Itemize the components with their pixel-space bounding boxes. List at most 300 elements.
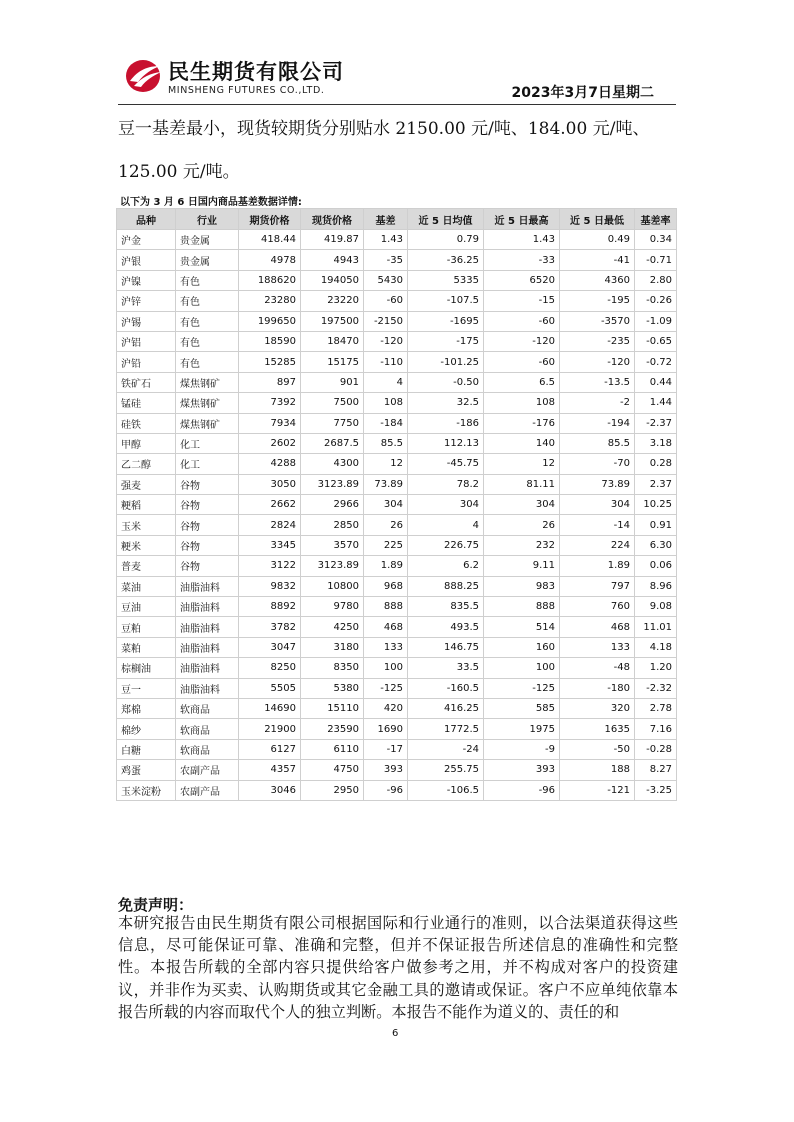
value-cell: 8350 bbox=[301, 658, 364, 678]
value-cell: -33 bbox=[484, 250, 560, 270]
company-logo bbox=[124, 56, 364, 100]
value-cell: -17 bbox=[364, 739, 408, 759]
table-row bbox=[117, 270, 677, 290]
value-cell: 23220 bbox=[301, 291, 364, 311]
value-cell: 3122 bbox=[239, 556, 301, 576]
table-row bbox=[117, 658, 677, 678]
value-cell: -235 bbox=[560, 331, 635, 351]
value-cell: -2 bbox=[560, 393, 635, 413]
value-cell: -41 bbox=[560, 250, 635, 270]
value-cell: 968 bbox=[364, 576, 408, 596]
value-cell: 146.75 bbox=[408, 637, 484, 657]
value-cell: -0.28 bbox=[635, 739, 677, 759]
column-header: 基差率 bbox=[635, 209, 677, 230]
value-cell: -45.75 bbox=[408, 454, 484, 474]
value-cell: -176 bbox=[484, 413, 560, 433]
value-cell: -2.37 bbox=[635, 413, 677, 433]
industry-cell: 油脂油料 bbox=[176, 597, 239, 617]
commodity-cell: 玉米 bbox=[117, 515, 176, 535]
value-cell: 304 bbox=[364, 495, 408, 515]
value-cell: -0.71 bbox=[635, 250, 677, 270]
value-cell: 4 bbox=[364, 372, 408, 392]
table-row bbox=[117, 250, 677, 270]
value-cell: 197500 bbox=[301, 311, 364, 331]
value-cell: 3570 bbox=[301, 535, 364, 555]
table-row bbox=[117, 719, 677, 739]
value-cell: 4288 bbox=[239, 454, 301, 474]
value-cell: 0.79 bbox=[408, 230, 484, 250]
value-cell: 3123.89 bbox=[301, 556, 364, 576]
table-row bbox=[117, 331, 677, 351]
value-cell: 73.89 bbox=[364, 474, 408, 494]
value-cell: 4978 bbox=[239, 250, 301, 270]
basis-data-table bbox=[116, 208, 677, 801]
commodity-cell: 铁矿石 bbox=[117, 372, 176, 392]
value-cell: 73.89 bbox=[560, 474, 635, 494]
value-cell: 2824 bbox=[239, 515, 301, 535]
value-cell: 81.11 bbox=[484, 474, 560, 494]
value-cell: -120 bbox=[484, 331, 560, 351]
table-row bbox=[117, 535, 677, 555]
value-cell: 0.06 bbox=[635, 556, 677, 576]
value-cell: 416.25 bbox=[408, 698, 484, 718]
value-cell: -1695 bbox=[408, 311, 484, 331]
industry-cell: 谷物 bbox=[176, 474, 239, 494]
value-cell: 1.89 bbox=[364, 556, 408, 576]
commodity-cell: 粳米 bbox=[117, 535, 176, 555]
value-cell: 2950 bbox=[301, 780, 364, 800]
value-cell: 133 bbox=[364, 637, 408, 657]
column-header: 近 5 日最低 bbox=[560, 209, 635, 230]
value-cell: 9780 bbox=[301, 597, 364, 617]
industry-cell: 农副产品 bbox=[176, 780, 239, 800]
disclaimer-title: 免责声明： bbox=[118, 896, 194, 914]
industry-cell: 油脂油料 bbox=[176, 678, 239, 698]
value-cell: 10.25 bbox=[635, 495, 677, 515]
commodity-cell: 沪铝 bbox=[117, 331, 176, 351]
value-cell: -125 bbox=[364, 678, 408, 698]
value-cell: 226.75 bbox=[408, 535, 484, 555]
value-cell: -36.25 bbox=[408, 250, 484, 270]
value-cell: 419.87 bbox=[301, 230, 364, 250]
value-cell: 9832 bbox=[239, 576, 301, 596]
table-row bbox=[117, 495, 677, 515]
table-row bbox=[117, 556, 677, 576]
value-cell: 100 bbox=[364, 658, 408, 678]
value-cell: 188620 bbox=[239, 270, 301, 290]
value-cell: 3345 bbox=[239, 535, 301, 555]
industry-cell: 谷物 bbox=[176, 556, 239, 576]
value-cell: 468 bbox=[560, 617, 635, 637]
value-cell: 8250 bbox=[239, 658, 301, 678]
value-cell: 255.75 bbox=[408, 760, 484, 780]
value-cell: 320 bbox=[560, 698, 635, 718]
table-row bbox=[117, 474, 677, 494]
value-cell: 11.01 bbox=[635, 617, 677, 637]
value-cell: 4943 bbox=[301, 250, 364, 270]
value-cell: 140 bbox=[484, 433, 560, 453]
table-row bbox=[117, 678, 677, 698]
value-cell: 901 bbox=[301, 372, 364, 392]
value-cell: 3047 bbox=[239, 637, 301, 657]
table-row bbox=[117, 515, 677, 535]
value-cell: 2.80 bbox=[635, 270, 677, 290]
value-cell: -160.5 bbox=[408, 678, 484, 698]
column-header: 近 5 日最高 bbox=[484, 209, 560, 230]
value-cell: 18590 bbox=[239, 331, 301, 351]
value-cell: 3180 bbox=[301, 637, 364, 657]
value-cell: -50 bbox=[560, 739, 635, 759]
commodity-cell: 硅铁 bbox=[117, 413, 176, 433]
value-cell: 4300 bbox=[301, 454, 364, 474]
value-cell: 12 bbox=[484, 454, 560, 474]
table-row bbox=[117, 372, 677, 392]
industry-cell: 谷物 bbox=[176, 495, 239, 515]
value-cell: -48 bbox=[560, 658, 635, 678]
value-cell: 4357 bbox=[239, 760, 301, 780]
value-cell: -121 bbox=[560, 780, 635, 800]
table-row bbox=[117, 230, 677, 250]
commodity-cell: 沪锡 bbox=[117, 311, 176, 331]
value-cell: -184 bbox=[364, 413, 408, 433]
value-cell: 3050 bbox=[239, 474, 301, 494]
report-date: 2023年3月7日星期二 bbox=[511, 85, 654, 101]
value-cell: -60 bbox=[364, 291, 408, 311]
industry-cell: 谷物 bbox=[176, 535, 239, 555]
value-cell: 2687.5 bbox=[301, 433, 364, 453]
disclaimer-body: 本研究报告由民生期货有限公司根据国际和行业通行的准则，以合法渠道获得这些信息，尽可能保证可靠、准确和完整，但并不保证报告所述信息的准确性和完整性。本报告所载的全部内容只提供给客户做参考之用，并不构成对客户的投资建议，并非作为买卖、认购期货或其它金融工具的邀请或保证。客户不应单纯依靠本报告所载的内容而取代个人的独立判断。本报告不能作为道义的、责任的和 bbox=[118, 914, 678, 1021]
value-cell: 0.34 bbox=[635, 230, 677, 250]
value-cell: -180 bbox=[560, 678, 635, 698]
value-cell: 4.18 bbox=[635, 637, 677, 657]
value-cell: 585 bbox=[484, 698, 560, 718]
value-cell: -9 bbox=[484, 739, 560, 759]
value-cell: -1.09 bbox=[635, 311, 677, 331]
value-cell: 7934 bbox=[239, 413, 301, 433]
commodity-cell: 甲醇 bbox=[117, 433, 176, 453]
value-cell: 224 bbox=[560, 535, 635, 555]
value-cell: 514 bbox=[484, 617, 560, 637]
value-cell: 3.18 bbox=[635, 433, 677, 453]
value-cell: 1.44 bbox=[635, 393, 677, 413]
value-cell: 888 bbox=[364, 597, 408, 617]
value-cell: 7392 bbox=[239, 393, 301, 413]
commodity-cell: 菜粕 bbox=[117, 637, 176, 657]
industry-cell: 软商品 bbox=[176, 739, 239, 759]
commodity-cell: 豆油 bbox=[117, 597, 176, 617]
value-cell: 835.5 bbox=[408, 597, 484, 617]
industry-cell: 油脂油料 bbox=[176, 658, 239, 678]
table-row bbox=[117, 617, 677, 637]
value-cell: 0.91 bbox=[635, 515, 677, 535]
minsheng-logo-icon bbox=[124, 58, 164, 94]
table-row bbox=[117, 311, 677, 331]
value-cell: 78.2 bbox=[408, 474, 484, 494]
value-cell: 304 bbox=[408, 495, 484, 515]
value-cell: 888.25 bbox=[408, 576, 484, 596]
value-cell: 7500 bbox=[301, 393, 364, 413]
value-cell: 6127 bbox=[239, 739, 301, 759]
value-cell: -110 bbox=[364, 352, 408, 372]
industry-cell: 谷物 bbox=[176, 515, 239, 535]
industry-cell: 煤焦钢矿 bbox=[176, 393, 239, 413]
commodity-cell: 棉纱 bbox=[117, 719, 176, 739]
value-cell: -101.25 bbox=[408, 352, 484, 372]
value-cell: 897 bbox=[239, 372, 301, 392]
value-cell: 8.27 bbox=[635, 760, 677, 780]
value-cell: 7.16 bbox=[635, 719, 677, 739]
value-cell: 26 bbox=[364, 515, 408, 535]
table-row bbox=[117, 454, 677, 474]
value-cell: -125 bbox=[484, 678, 560, 698]
table-row bbox=[117, 698, 677, 718]
value-cell: 1690 bbox=[364, 719, 408, 739]
value-cell: 1.43 bbox=[484, 230, 560, 250]
value-cell: 188 bbox=[560, 760, 635, 780]
value-cell: -70 bbox=[560, 454, 635, 474]
value-cell: 100 bbox=[484, 658, 560, 678]
table-row bbox=[117, 637, 677, 657]
value-cell: 6.5 bbox=[484, 372, 560, 392]
commodity-cell: 锰硅 bbox=[117, 393, 176, 413]
value-cell: 5505 bbox=[239, 678, 301, 698]
table-row bbox=[117, 352, 677, 372]
value-cell: 760 bbox=[560, 597, 635, 617]
commodity-cell: 沪镍 bbox=[117, 270, 176, 290]
value-cell: 0.49 bbox=[560, 230, 635, 250]
table-row bbox=[117, 291, 677, 311]
value-cell: 983 bbox=[484, 576, 560, 596]
value-cell: 199650 bbox=[239, 311, 301, 331]
value-cell: 23280 bbox=[239, 291, 301, 311]
value-cell: 0.28 bbox=[635, 454, 677, 474]
company-name-en: MINSHENG FUTURES CO.,LTD. bbox=[168, 85, 325, 96]
industry-cell: 化工 bbox=[176, 433, 239, 453]
industry-cell: 煤焦钢矿 bbox=[176, 372, 239, 392]
table-row bbox=[117, 760, 677, 780]
value-cell: -120 bbox=[560, 352, 635, 372]
industry-cell: 有色 bbox=[176, 331, 239, 351]
value-cell: 3046 bbox=[239, 780, 301, 800]
value-cell: 0.44 bbox=[635, 372, 677, 392]
value-cell: 304 bbox=[484, 495, 560, 515]
value-cell: -120 bbox=[364, 331, 408, 351]
value-cell: -60 bbox=[484, 352, 560, 372]
commodity-cell: 沪铅 bbox=[117, 352, 176, 372]
value-cell: 9.08 bbox=[635, 597, 677, 617]
value-cell: -0.65 bbox=[635, 331, 677, 351]
value-cell: 23590 bbox=[301, 719, 364, 739]
value-cell: 33.5 bbox=[408, 658, 484, 678]
value-cell: -13.5 bbox=[560, 372, 635, 392]
table-row bbox=[117, 433, 677, 453]
value-cell: -0.72 bbox=[635, 352, 677, 372]
commodity-cell: 棕榈油 bbox=[117, 658, 176, 678]
value-cell: -3570 bbox=[560, 311, 635, 331]
value-cell: 18470 bbox=[301, 331, 364, 351]
value-cell: 108 bbox=[484, 393, 560, 413]
value-cell: -106.5 bbox=[408, 780, 484, 800]
value-cell: -195 bbox=[560, 291, 635, 311]
value-cell: -2.32 bbox=[635, 678, 677, 698]
value-cell: -107.5 bbox=[408, 291, 484, 311]
value-cell: 4 bbox=[408, 515, 484, 535]
industry-cell: 油脂油料 bbox=[176, 637, 239, 657]
value-cell: 4750 bbox=[301, 760, 364, 780]
value-cell: 1.20 bbox=[635, 658, 677, 678]
value-cell: 6520 bbox=[484, 270, 560, 290]
value-cell: 5430 bbox=[364, 270, 408, 290]
value-cell: 85.5 bbox=[560, 433, 635, 453]
industry-cell: 有色 bbox=[176, 270, 239, 290]
value-cell: 2662 bbox=[239, 495, 301, 515]
summary-line-1: 豆一基差最小，现货较期货分别贴水 2150.00 元/吨、184.00 元/吨、 bbox=[118, 119, 650, 139]
value-cell: -0.26 bbox=[635, 291, 677, 311]
value-cell: -175 bbox=[408, 331, 484, 351]
value-cell: -24 bbox=[408, 739, 484, 759]
value-cell: 1975 bbox=[484, 719, 560, 739]
value-cell: 21900 bbox=[239, 719, 301, 739]
industry-cell: 有色 bbox=[176, 311, 239, 331]
commodity-cell: 沪银 bbox=[117, 250, 176, 270]
value-cell: -15 bbox=[484, 291, 560, 311]
value-cell: 6.2 bbox=[408, 556, 484, 576]
value-cell: 4250 bbox=[301, 617, 364, 637]
value-cell: 2.37 bbox=[635, 474, 677, 494]
industry-cell: 有色 bbox=[176, 352, 239, 372]
value-cell: 225 bbox=[364, 535, 408, 555]
table-row bbox=[117, 413, 677, 433]
industry-cell: 油脂油料 bbox=[176, 617, 239, 637]
commodity-cell: 普麦 bbox=[117, 556, 176, 576]
value-cell: 5335 bbox=[408, 270, 484, 290]
value-cell: -3.25 bbox=[635, 780, 677, 800]
value-cell: 6.30 bbox=[635, 535, 677, 555]
value-cell: 8892 bbox=[239, 597, 301, 617]
value-cell: 2966 bbox=[301, 495, 364, 515]
value-cell: 418.44 bbox=[239, 230, 301, 250]
commodity-cell: 粳稻 bbox=[117, 495, 176, 515]
value-cell: 112.13 bbox=[408, 433, 484, 453]
commodity-cell: 玉米淀粉 bbox=[117, 780, 176, 800]
industry-cell: 软商品 bbox=[176, 719, 239, 739]
value-cell: 797 bbox=[560, 576, 635, 596]
table-body bbox=[117, 230, 677, 801]
value-cell: 493.5 bbox=[408, 617, 484, 637]
industry-cell: 有色 bbox=[176, 291, 239, 311]
value-cell: -60 bbox=[484, 311, 560, 331]
commodity-cell: 沪金 bbox=[117, 230, 176, 250]
value-cell: 4360 bbox=[560, 270, 635, 290]
value-cell: 420 bbox=[364, 698, 408, 718]
column-header: 现货价格 bbox=[301, 209, 364, 230]
value-cell: 1772.5 bbox=[408, 719, 484, 739]
value-cell: 85.5 bbox=[364, 433, 408, 453]
value-cell: 32.5 bbox=[408, 393, 484, 413]
column-header: 近 5 日均值 bbox=[408, 209, 484, 230]
value-cell: -14 bbox=[560, 515, 635, 535]
value-cell: 9.11 bbox=[484, 556, 560, 576]
value-cell: 1.89 bbox=[560, 556, 635, 576]
value-cell: 468 bbox=[364, 617, 408, 637]
value-cell: 2.78 bbox=[635, 698, 677, 718]
value-cell: -96 bbox=[364, 780, 408, 800]
value-cell: 1.43 bbox=[364, 230, 408, 250]
value-cell: 888 bbox=[484, 597, 560, 617]
table-row bbox=[117, 393, 677, 413]
value-cell: 108 bbox=[364, 393, 408, 413]
value-cell: 194050 bbox=[301, 270, 364, 290]
value-cell: 232 bbox=[484, 535, 560, 555]
value-cell: 26 bbox=[484, 515, 560, 535]
commodity-cell: 豆粕 bbox=[117, 617, 176, 637]
value-cell: 2602 bbox=[239, 433, 301, 453]
company-name-cn: 民生期货有限公司 bbox=[168, 60, 344, 84]
value-cell: 133 bbox=[560, 637, 635, 657]
value-cell: 14690 bbox=[239, 698, 301, 718]
industry-cell: 贵金属 bbox=[176, 230, 239, 250]
commodity-cell: 乙二醇 bbox=[117, 454, 176, 474]
table-header-row bbox=[117, 209, 677, 230]
table-row bbox=[117, 576, 677, 596]
commodity-cell: 菜油 bbox=[117, 576, 176, 596]
value-cell: 6110 bbox=[301, 739, 364, 759]
commodity-cell: 白糖 bbox=[117, 739, 176, 759]
page-header bbox=[118, 52, 676, 105]
column-header: 行业 bbox=[176, 209, 239, 230]
column-header: 期货价格 bbox=[239, 209, 301, 230]
table-row bbox=[117, 739, 677, 759]
table-row bbox=[117, 780, 677, 800]
industry-cell: 油脂油料 bbox=[176, 576, 239, 596]
value-cell: -186 bbox=[408, 413, 484, 433]
value-cell: 1635 bbox=[560, 719, 635, 739]
column-header: 基差 bbox=[364, 209, 408, 230]
value-cell: 15110 bbox=[301, 698, 364, 718]
value-cell: 304 bbox=[560, 495, 635, 515]
commodity-cell: 郑棉 bbox=[117, 698, 176, 718]
table-caption: 以下为 3 月 6 日国内商品基差数据详情: bbox=[120, 197, 302, 208]
value-cell: -194 bbox=[560, 413, 635, 433]
value-cell: 8.96 bbox=[635, 576, 677, 596]
industry-cell: 煤焦钢矿 bbox=[176, 413, 239, 433]
table-row bbox=[117, 597, 677, 617]
value-cell: -96 bbox=[484, 780, 560, 800]
industry-cell: 软商品 bbox=[176, 698, 239, 718]
value-cell: 5380 bbox=[301, 678, 364, 698]
value-cell: -2150 bbox=[364, 311, 408, 331]
value-cell: 10800 bbox=[301, 576, 364, 596]
commodity-cell: 沪锌 bbox=[117, 291, 176, 311]
value-cell: -0.50 bbox=[408, 372, 484, 392]
industry-cell: 贵金属 bbox=[176, 250, 239, 270]
value-cell: 15175 bbox=[301, 352, 364, 372]
value-cell: 2850 bbox=[301, 515, 364, 535]
value-cell: 15285 bbox=[239, 352, 301, 372]
value-cell: 3782 bbox=[239, 617, 301, 637]
commodity-cell: 鸡蛋 bbox=[117, 760, 176, 780]
value-cell: -35 bbox=[364, 250, 408, 270]
value-cell: 393 bbox=[484, 760, 560, 780]
industry-cell: 农副产品 bbox=[176, 760, 239, 780]
column-header: 品种 bbox=[117, 209, 176, 230]
value-cell: 160 bbox=[484, 637, 560, 657]
page-number: 6 bbox=[392, 1028, 399, 1039]
summary-line-2: 125.00 元/吨。 bbox=[118, 162, 240, 182]
value-cell: 3123.89 bbox=[301, 474, 364, 494]
value-cell: 7750 bbox=[301, 413, 364, 433]
commodity-cell: 豆一 bbox=[117, 678, 176, 698]
